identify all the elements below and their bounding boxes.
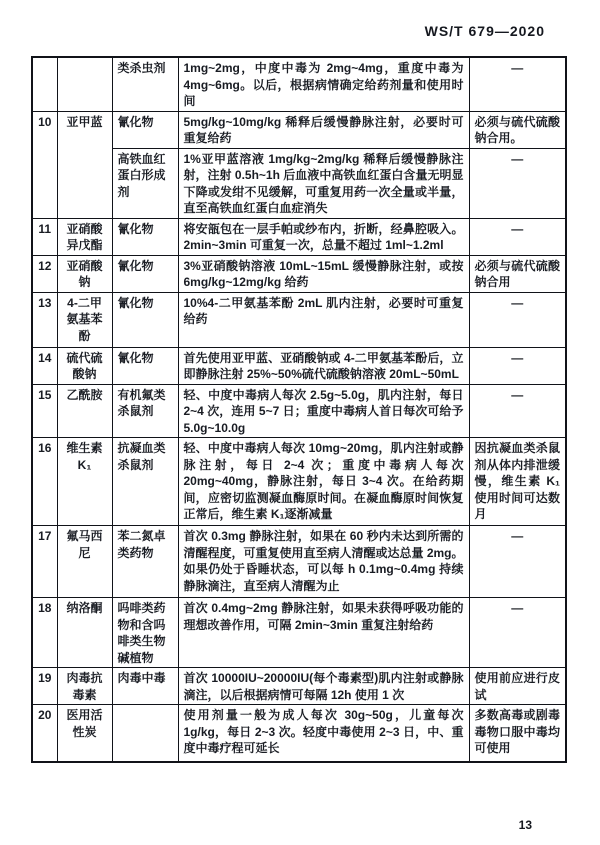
poison-category-cell: 苯二氮卓类药物 bbox=[112, 526, 178, 598]
usage-cell: 使用剂量一般为成人每次 30g~50g，儿童每次 1g/kg，每日 2~3 次。轻度中毒使用 2~3 日，中、重度中毒疗程可延长 bbox=[178, 705, 469, 762]
table-row bbox=[32, 598, 566, 668]
row-number-cell: 19 bbox=[32, 668, 57, 705]
note-cell: 多数高毒或剧毒毒物口服中毒均可使用 bbox=[469, 705, 566, 762]
row-number-cell: 12 bbox=[32, 255, 57, 292]
usage-cell: 1mg~2mg，中度中毒为 2mg~4mg，重度中毒为 4mg~6mg。以后，根据病情确定给药剂量和使用时间 bbox=[178, 57, 469, 111]
usage-cell: 首次 10000IU~20000IU(每个毒素型)肌内注射或静脉滴注，以后根据病情可每隔 12h 使用 1 次 bbox=[178, 668, 469, 705]
note-cell: 使用前应进行皮试 bbox=[469, 668, 566, 705]
poison-category-cell bbox=[112, 705, 178, 762]
poison-category-cell: 类杀虫剂 bbox=[112, 57, 178, 111]
usage-cell: 5mg/kg~10mg/kg 稀释后缓慢静脉注射，必要时可重复给药 bbox=[178, 111, 469, 148]
note-cell: 必须与硫代硫酸钠合用。 bbox=[469, 111, 566, 148]
table-row bbox=[32, 57, 566, 111]
usage-cell: 首次 0.3mg 静脉注射，如果在 60 秒内未达到所需的清醒程度，可重复使用直至病人清醒或达总量 2mg。如果仍处于昏睡状态，可以每 h 0.1mg~0.4mg 持续静脉滴注，直至病人清醒为止 bbox=[178, 526, 469, 598]
row-number-cell: 18 bbox=[32, 598, 57, 668]
drug-name-cell: 4-二甲氨基苯酚 bbox=[57, 292, 112, 347]
row-number-cell: 14 bbox=[32, 347, 57, 384]
row-number-cell: 10 bbox=[32, 111, 57, 218]
note-cell: — bbox=[469, 347, 566, 384]
drug-name-cell: 亚硝酸异戊酯 bbox=[57, 218, 112, 255]
poison-category-cell: 氰化物 bbox=[112, 218, 178, 255]
table-row bbox=[32, 526, 566, 598]
poison-category-cell: 氰化物 bbox=[112, 111, 178, 148]
usage-cell: 将安瓿包在一层手帕或纱布内，折断，经鼻腔吸入。2min~3min 可重复一次，总量不超过 1ml~1.2ml bbox=[178, 218, 469, 255]
poison-category-cell: 高铁血红蛋白形成剂 bbox=[112, 148, 178, 218]
row-number-cell: 17 bbox=[32, 526, 57, 598]
poison-category-cell: 抗凝血类杀鼠剂 bbox=[112, 438, 178, 526]
drug-name-cell: 纳洛酮 bbox=[57, 598, 112, 668]
note-cell: — bbox=[469, 598, 566, 668]
drug-name-cell: 乙酰胺 bbox=[57, 384, 112, 438]
note-cell: — bbox=[469, 218, 566, 255]
usage-cell: 轻、中度中毒病人每次 2.5g~5.0g，肌内注射，每日 2~4 次，连用 5~7 日；重度中毒病人首日每次可给予 5.0g~10.0g bbox=[178, 384, 469, 438]
table-row bbox=[32, 705, 566, 762]
poison-category-cell: 吗啡类药物和含吗啡类生物碱植物 bbox=[112, 598, 178, 668]
table-row bbox=[32, 668, 566, 705]
poison-category-cell: 氰化物 bbox=[112, 347, 178, 384]
drug-name-cell: 医用活性炭 bbox=[57, 705, 112, 762]
drug-name-cell: 硫代硫酸钠 bbox=[57, 347, 112, 384]
drug-name-cell: 亚硝酸钠 bbox=[57, 255, 112, 292]
usage-cell: 首次 0.4mg~2mg 静脉注射，如果未获得呼吸功能的理想改善作用，可隔 2min~3min 重复注射给药 bbox=[178, 598, 469, 668]
usage-cell: 10%4-二甲氨基苯酚 2mL 肌内注射，必要时可重复给药 bbox=[178, 292, 469, 347]
drug-name-cell bbox=[57, 57, 112, 111]
drug-name-cell: 氟马西尼 bbox=[57, 526, 112, 598]
table-row bbox=[32, 347, 566, 384]
poison-category-cell: 有机氟类杀鼠剂 bbox=[112, 384, 178, 438]
row-number-cell: 11 bbox=[32, 218, 57, 255]
poison-category-cell: 肉毒中毒 bbox=[112, 668, 178, 705]
table-row bbox=[32, 111, 566, 148]
row-number-cell: 15 bbox=[32, 384, 57, 438]
note-cell: — bbox=[469, 57, 566, 111]
poison-category-cell: 氰化物 bbox=[112, 292, 178, 347]
table-row bbox=[32, 384, 566, 438]
drug-name-cell: 肉毒抗毒素 bbox=[57, 668, 112, 705]
usage-cell: 3%亚硝酸钠溶液 10mL~15mL 缓慢静脉注射，或按 6mg/kg~12mg/kg 给药 bbox=[178, 255, 469, 292]
usage-cell: 首先使用亚甲蓝、亚硝酸钠或 4-二甲氨基苯酚后，立即静脉注射 25%~50%硫代硫酸钠溶液 20mL~50mL bbox=[178, 347, 469, 384]
usage-cell: 轻、中度中毒病人每次 10mg~20mg，肌内注射或静脉注射，每日 2~4 次；重度中毒病人每次 20mg~40mg，静脉注射，每日 3~4 次。在给药期间，应密切监测凝血酶原时间。在凝血酶原时间恢复正常后，维生素 K₁逐渐减量 bbox=[178, 438, 469, 526]
table-row bbox=[32, 292, 566, 347]
note-cell: — bbox=[469, 148, 566, 218]
table-row bbox=[32, 438, 566, 526]
note-cell: 因抗凝血类杀鼠剂从体内排泄缓慢，维生素 K₁使用时间可达数月 bbox=[469, 438, 566, 526]
poison-category-cell: 氰化物 bbox=[112, 255, 178, 292]
antidote-table bbox=[31, 56, 567, 763]
note-cell: — bbox=[469, 526, 566, 598]
note-cell: 必须与硫代硫酸钠合用 bbox=[469, 255, 566, 292]
table-row bbox=[32, 148, 566, 218]
drug-name-cell: 亚甲蓝 bbox=[57, 111, 112, 218]
table-row bbox=[32, 218, 566, 255]
table-row bbox=[32, 255, 566, 292]
page-number: 13 bbox=[518, 818, 532, 832]
row-number-cell bbox=[32, 57, 57, 111]
row-number-cell: 16 bbox=[32, 438, 57, 526]
row-number-cell: 13 bbox=[32, 292, 57, 347]
drug-name-cell: 维生素K₁ bbox=[57, 438, 112, 526]
usage-cell: 1%亚甲蓝溶液 1mg/kg~2mg/kg 稀释后缓慢静脉注射，注射 0.5h~1h 后血液中高铁血红蛋白含量无明显下降或发绀不见缓解，可重复用药一次全量或半量，直至高铁血红蛋白血症消失 bbox=[178, 148, 469, 218]
note-cell: — bbox=[469, 384, 566, 438]
row-number-cell: 20 bbox=[32, 705, 57, 762]
standard-code-header: WS/T 679—2020 bbox=[424, 23, 545, 39]
note-cell: — bbox=[469, 292, 566, 347]
